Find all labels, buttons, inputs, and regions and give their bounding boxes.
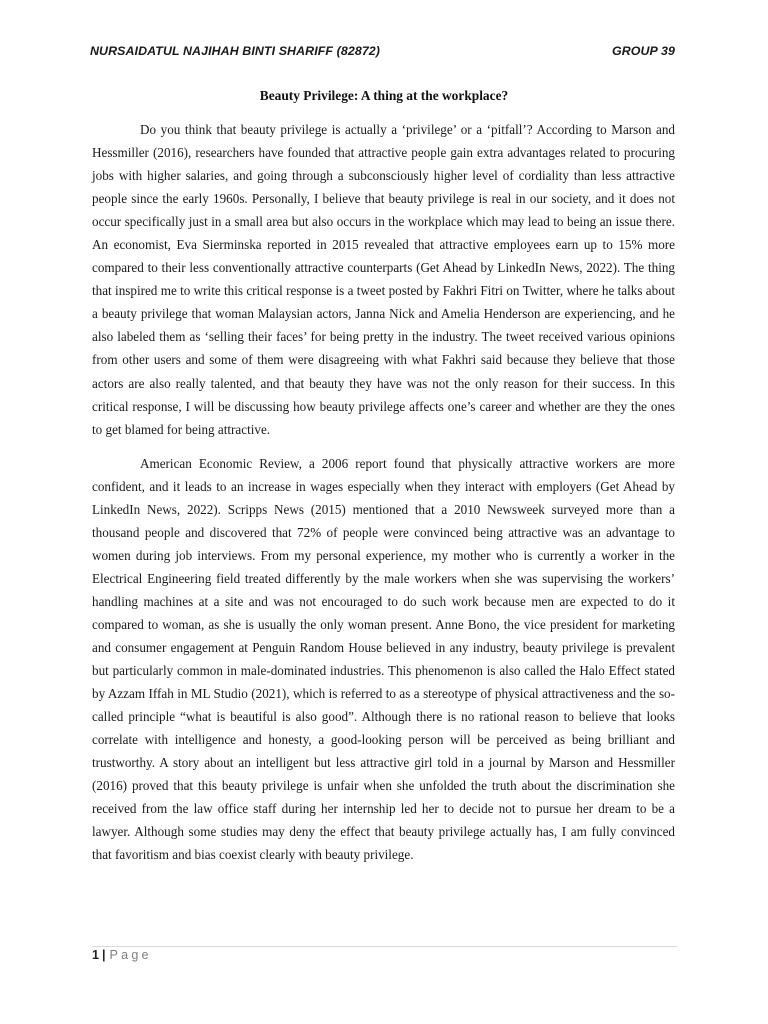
header-group: GROUP 39: [611, 44, 675, 58]
header-author: NURSAIDATUL NAJIHAH BINTI SHARIFF (82872): [90, 44, 381, 58]
footer-separator: |: [102, 948, 106, 962]
paragraph-2: American Economic Review, a 2006 report found that physically attractive workers are more confident, and it leads to an increase in wages especially when they interact with employers (Get Ahead by LinkedIn News, 2022). Scripps News (2015) mentioned that a 2010 Newsweek surveyed more than a thousand people and discovered that 72% of people were convinced being attractive was an advantage to women during job interviews. From my personal experience, my mother who is currently a worker in the Electrical Engineering field treated differently by the male workers when she was supervising the workers’ handling machines at a site and was not encouraged to do such work because men are expected to do it compared to woman, as she is usually the only woman present. Anne Bono, the vice president for marketing and consumer engagement at Penguin Random House believed in any industry, beauty privilege is prevalent but particularly common in male-dominated industries. This phenomenon is also called the Halo Effect stated by Azzam Iffah in ML Studio (2021), which is referred to as a stereotype of physical attractiveness and the so-called principle “what is beautiful is also good”. Although there is no rational reason to believe that looks correlate with intelligence and honesty, a good-looking person will be perceived as being brilliant and trustworthy. A story about an intelligent but less attractive girl told in a journal by Marson and Hessmiller (2016) proved that this beauty privilege is unfair when she unfolded the truth about the discrimination she received from the law office staff during her internship led her to decide not to pursue her dream to be a lawyer. Although some studies may deny the effect that beauty privilege actually has, I am fully convinced that favoritism and bias coexist clearly with beauty privilege.: [92, 455, 675, 863]
page-label: Page: [109, 948, 152, 962]
paragraph-1: Do you think that beauty privilege is actually a ‘privilege’ or a ‘pitfall’? According to Marson and Hessmiller (2016), researchers have founded that attractive people gain extra advantages related to procuring jobs with higher salaries, and going through a subconsciously higher level of cordiality than less attractive people since the early 1960s. Personally, I believe that beauty privilege is real in our society, and it does not occur specifically just in a small area but also occurs in the workplace which may lead to being an issue there. An economist, Eva Sierminska reported in 2015 revealed that attractive employees earn up to 15% more compared to their less conventionally attractive counterparts (Get Ahead by LinkedIn News, 2022). The thing that inspired me to write this critical response is a tweet posted by Fakhri Fitri on Twitter, where he talks about a beauty privilege that woman Malaysian actors, Janna Nick and Amelia Henderson are experiencing, and he also labeled them as ‘selling their faces’ for being pretty in the industry. The tweet received various opinions from other users and some of them were disagreeing with what Fakhri said because they believe that those actors are also really talented, and that beauty they have was not the only reason for their success. In this critical response, I will be discussing how beauty privilege affects one’s career and whether are they the ones to get blamed for being attractive.: [92, 122, 675, 437]
page-number: 1: [92, 948, 100, 962]
document-title: Beauty Privilege: A thing at the workplace?: [259, 88, 509, 103]
page-header: [90, 44, 675, 58]
footer-divider: [92, 946, 677, 947]
page-footer: [92, 948, 152, 962]
document-body: [92, 118, 675, 867]
